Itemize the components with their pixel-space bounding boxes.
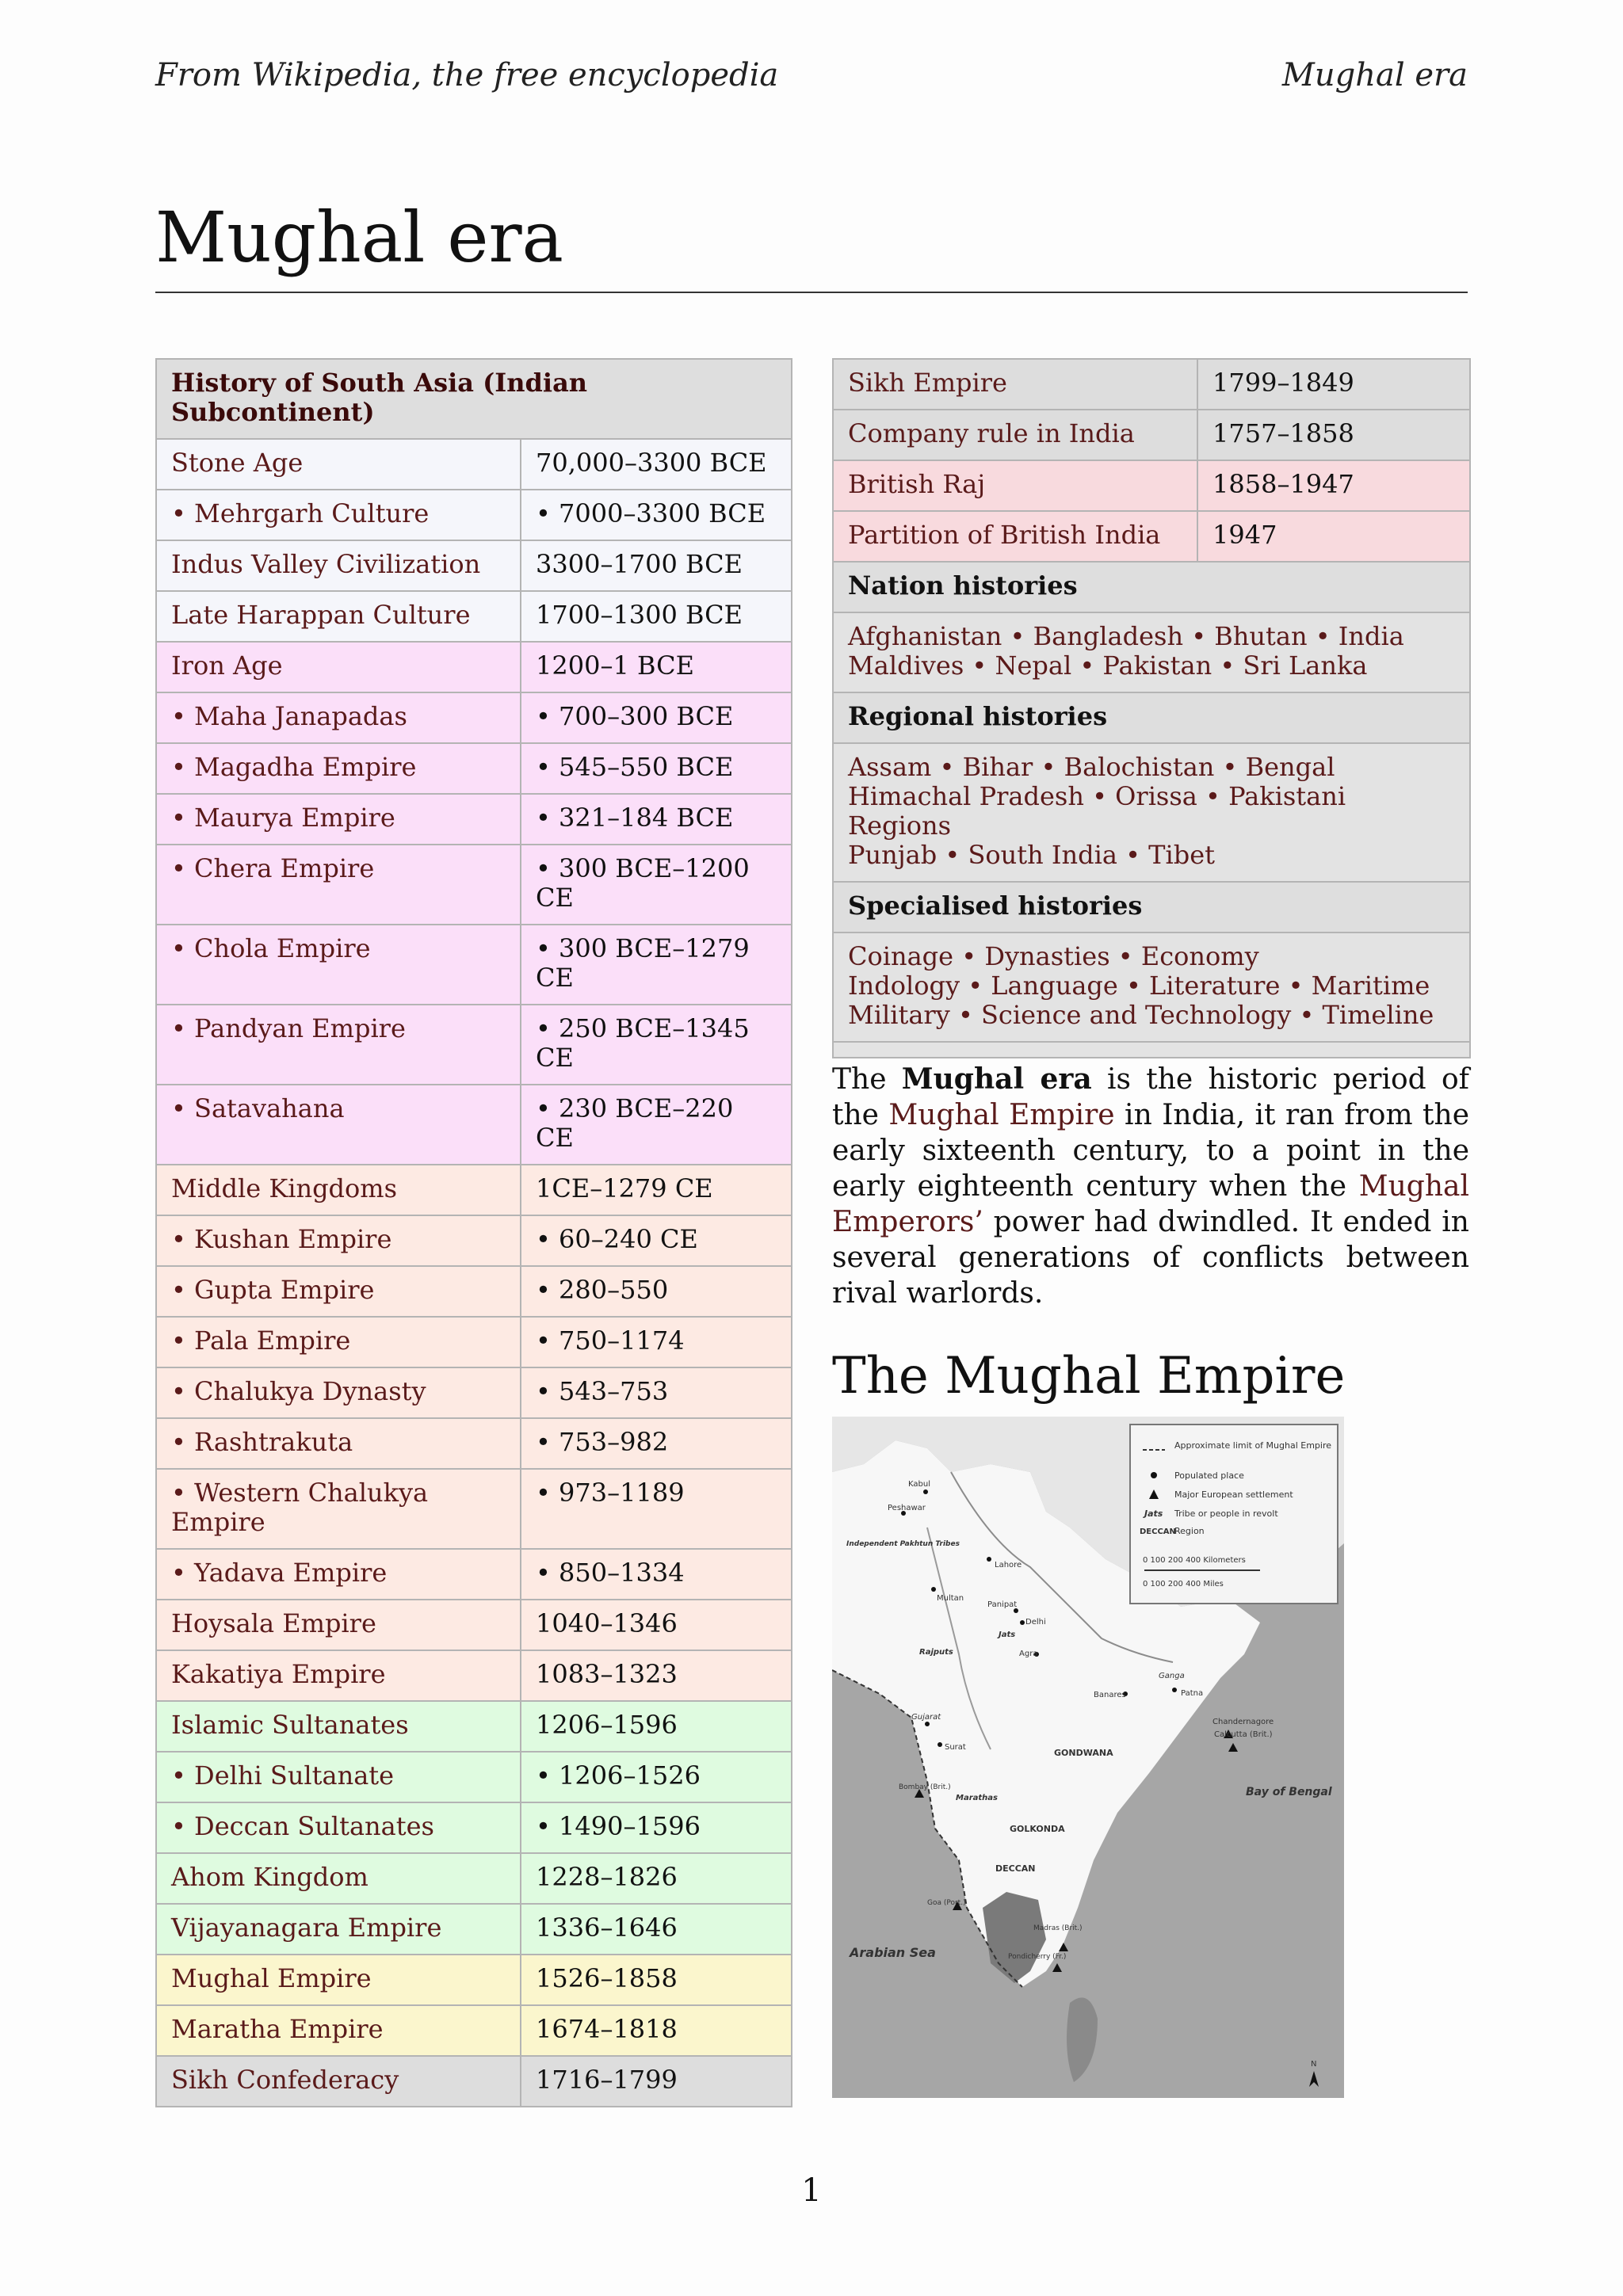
- history-row-company-rule-in-india: [833, 410, 1470, 460]
- place-label: Lahore: [995, 1561, 1022, 1569]
- history-period-dates: • 1490–1596: [521, 1802, 792, 1853]
- history-period-dates: • 700–300 BCE: [521, 692, 792, 743]
- history-row-kakatiya-empire: [156, 1650, 792, 1701]
- history-row-hoysala-empire: [156, 1600, 792, 1650]
- history-period-dates: 1757–1858: [1197, 410, 1470, 460]
- title-divider: [155, 292, 1468, 293]
- place-label: Goa (Port.): [927, 1899, 966, 1907]
- history-row-gupta-empire: [156, 1266, 792, 1317]
- history-period-dates: • 543–753: [521, 1367, 792, 1418]
- running-header-source: From Wikipedia, the free encyclopedia: [155, 57, 779, 93]
- legend-km-scale: 0 100 200 400 Kilometers: [1143, 1556, 1246, 1565]
- history-period-dates: 1200–1 BCE: [521, 642, 792, 692]
- history-row-middle-kingdoms: [156, 1165, 792, 1215]
- history-period-link[interactable]: Late Harappan Culture: [156, 591, 521, 642]
- history-row-vijayanagara-empire: [156, 1904, 792, 1955]
- regional-histories-line[interactable]: Himachal Pradesh • Orissa • Pakistani Regions: [848, 781, 1346, 841]
- regional-histories-line[interactable]: Punjab • South India • Tibet: [848, 840, 1216, 870]
- history-period-dates: 1206–1596: [521, 1701, 792, 1752]
- history-period-dates: • 60–240 CE: [521, 1215, 792, 1266]
- legend-populated-label: Populated place: [1174, 1470, 1244, 1481]
- history-period-link[interactable]: Kakatiya Empire: [156, 1650, 521, 1701]
- history-row-pala-empire: [156, 1317, 792, 1367]
- regional-histories-row: [833, 743, 1470, 882]
- history-period-dates: • 7000–3300 BCE: [521, 490, 792, 540]
- history-row-maurya-empire: [156, 794, 792, 845]
- specialised-histories-heading: Specialised histories: [833, 882, 1470, 933]
- history-period-dates: 1947: [1197, 511, 1470, 562]
- place-label: Gujarat: [911, 1713, 941, 1722]
- history-row-mehrgarh-culture: [156, 490, 792, 540]
- history-period-link[interactable]: Sikh Confederacy: [156, 2056, 521, 2107]
- history-row-iron-age: [156, 642, 792, 692]
- history-period-link[interactable]: Company rule in India: [833, 410, 1197, 460]
- history-period-dates: • 545–550 BCE: [521, 743, 792, 794]
- history-row-british-raj: [833, 460, 1470, 511]
- history-period-link[interactable]: Mughal Empire: [156, 1955, 521, 2005]
- intro-text: The: [832, 1063, 902, 1096]
- history-period-link[interactable]: Maratha Empire: [156, 2005, 521, 2056]
- intro-text: in India, it ran from the early sixteenth century, to a point in the early eighteenth century when the: [832, 1099, 1470, 1203]
- history-period-dates: • 230 BCE–220 CE: [521, 1085, 792, 1165]
- legend-region-sample: DECCAN: [1140, 1527, 1176, 1536]
- place-label: Jats: [999, 1630, 1016, 1639]
- history-period-dates: • 300 BCE–1200 CE: [521, 845, 792, 925]
- history-period-link[interactable]: Indus Valley Civilization: [156, 540, 521, 591]
- history-row-chera-empire: [156, 845, 792, 925]
- history-period-link[interactable]: • Maha Janapadas: [156, 692, 521, 743]
- north-arrow-label: N: [1311, 2060, 1317, 2069]
- history-period-dates: 1228–1826: [521, 1853, 792, 1904]
- history-row-maratha-empire: [156, 2005, 792, 2056]
- place-label: Patna: [1181, 1689, 1204, 1698]
- history-period-link[interactable]: • Maurya Empire: [156, 794, 521, 845]
- history-period-dates: 70,000–3300 BCE: [521, 439, 792, 490]
- history-row-stone-age: [156, 439, 792, 490]
- place-label: Peshawar: [888, 1504, 926, 1512]
- history-row-satavahana: [156, 1085, 792, 1165]
- legend-european-label: Major European settlement: [1174, 1489, 1293, 1500]
- regional-histories-links[interactable]: [833, 743, 1470, 882]
- history-row-magadha-empire: [156, 743, 792, 794]
- specialised-histories-links[interactable]: [833, 933, 1470, 1042]
- place-label: Rajputs: [919, 1648, 953, 1657]
- history-period-dates: • 250 BCE–1345 CE: [521, 1005, 792, 1085]
- history-period-link[interactable]: Ahom Kingdom: [156, 1853, 521, 1904]
- history-period-dates: 1716–1799: [521, 2056, 792, 2107]
- specialised-histories-heading-row: [833, 882, 1470, 933]
- history-row-indus-valley-civilization: [156, 540, 792, 591]
- intro-bold-term: Mughal era: [901, 1062, 1092, 1096]
- legend-region-label: Region: [1174, 1526, 1205, 1536]
- regional-histories-heading-row: [833, 692, 1470, 743]
- history-period-dates: 1083–1323: [521, 1650, 792, 1701]
- regional-histories-heading: Regional histories: [833, 692, 1470, 743]
- legend-mile-scale: 0 100 200 400 Miles: [1143, 1580, 1224, 1589]
- history-period-link[interactable]: Sikh Empire: [833, 359, 1197, 410]
- history-period-link[interactable]: • Satavahana: [156, 1085, 521, 1165]
- place-label: Kabul: [908, 1480, 930, 1489]
- history-period-dates: 1858–1947: [1197, 460, 1470, 511]
- place-label: Madras (Brit.): [1033, 1924, 1083, 1932]
- history-period-link[interactable]: Stone Age: [156, 439, 521, 490]
- history-row-deccan-sultanates: [156, 1802, 792, 1853]
- history-row-chola-empire: [156, 925, 792, 1005]
- place-label: Calcutta (Brit.): [1214, 1730, 1273, 1739]
- history-period-link[interactable]: • Western Chalukya Empire: [156, 1469, 521, 1549]
- history-period-link[interactable]: • Pandyan Empire: [156, 1005, 521, 1085]
- history-row-late-harappan-culture: [156, 591, 792, 642]
- history-period-link[interactable]: • Chalukya Dynasty: [156, 1367, 521, 1418]
- history-row-western-chalukya-empire: [156, 1469, 792, 1549]
- specialised-histories-line[interactable]: Military • Science and Technology • Timeline: [848, 1000, 1434, 1030]
- history-period-dates: • 300 BCE–1279 CE: [521, 925, 792, 1005]
- mughal-empire-map: [832, 1417, 1344, 2098]
- history-navbox: [155, 358, 792, 2107]
- history-period-dates: • 850–1334: [521, 1549, 792, 1600]
- history-period-link[interactable]: British Raj: [833, 460, 1197, 511]
- history-period-dates: • 321–184 BCE: [521, 794, 792, 845]
- navbox-footer-row: [833, 1042, 1470, 1058]
- history-period-link[interactable]: • Deccan Sultanates: [156, 1802, 521, 1853]
- place-label: Arabian Sea: [850, 1945, 936, 1960]
- history-row-sikh-empire: [833, 359, 1470, 410]
- place-label: Agra: [1019, 1650, 1038, 1658]
- place-label: Marathas: [956, 1794, 998, 1802]
- nation-histories-line[interactable]: Maldives • Nepal • Pakistan • Sri Lanka: [848, 650, 1368, 681]
- place-label: GONDWANA: [1054, 1748, 1113, 1758]
- history-period-dates: • 753–982: [521, 1418, 792, 1469]
- place-label: Banares: [1094, 1691, 1126, 1699]
- nation-histories-row: [833, 612, 1470, 692]
- nation-histories-heading: Nation histories: [833, 562, 1470, 612]
- navbox-heading: History of South Asia (Indian Subcontinent): [156, 359, 792, 439]
- place-label: DECCAN: [995, 1863, 1036, 1874]
- place-label: Bay of Bengal: [1246, 1786, 1332, 1798]
- history-period-link[interactable]: Iron Age: [156, 642, 521, 692]
- history-row-chalukya-dynasty: [156, 1367, 792, 1418]
- history-row-sikh-confederacy: [156, 2056, 792, 2107]
- navbox-heading-row: [156, 359, 792, 439]
- nation-histories-heading-row: [833, 562, 1470, 612]
- intro-text: is the historic period of the: [832, 1063, 1469, 1131]
- place-label: Independent Pakhtun Tribes: [846, 1540, 960, 1548]
- history-period-link[interactable]: Islamic Sultanates: [156, 1701, 521, 1752]
- history-period-link[interactable]: • Yadava Empire: [156, 1549, 521, 1600]
- place-label: GOLKONDA: [1010, 1824, 1065, 1834]
- specialised-histories-line[interactable]: Coinage • Dynasties • Economy: [848, 941, 1259, 971]
- page-title: Mughal era: [155, 196, 563, 278]
- page-number: 1: [801, 2172, 822, 2209]
- svg-text:Jats: Jats: [1144, 1508, 1163, 1519]
- running-header-title: Mughal era: [1281, 57, 1468, 93]
- history-period-dates: 1526–1858: [521, 1955, 792, 2005]
- history-period-link[interactable]: Partition of British India: [833, 511, 1197, 562]
- history-row-kushan-empire: [156, 1215, 792, 1266]
- place-label: Bombay (Brit.): [899, 1783, 951, 1791]
- history-period-dates: 3300–1700 BCE: [521, 540, 792, 591]
- history-row-partition-of-british-india: [833, 511, 1470, 562]
- specialised-histories-row: [833, 933, 1470, 1042]
- place-label: Chandernagore: [1212, 1718, 1274, 1726]
- history-row-maha-janapadas: [156, 692, 792, 743]
- place-label: Surat: [945, 1743, 966, 1752]
- history-period-link[interactable]: • Chola Empire: [156, 925, 521, 1005]
- history-row-mughal-empire: [156, 1955, 792, 2005]
- history-period-link[interactable]: • Magadha Empire: [156, 743, 521, 794]
- history-period-link[interactable]: • Chera Empire: [156, 845, 521, 925]
- history-period-link[interactable]: • Rashtrakuta: [156, 1418, 521, 1469]
- place-label: Multan: [937, 1594, 964, 1603]
- history-row-rashtrakuta: [156, 1418, 792, 1469]
- history-period-link[interactable]: Middle Kingdoms: [156, 1165, 521, 1215]
- history-period-dates: • 1206–1526: [521, 1752, 792, 1802]
- mughal-empire-link[interactable]: Mughal Empire: [888, 1099, 1115, 1131]
- legend-tribe-label: Tribe or people in revolt: [1174, 1508, 1278, 1519]
- specialised-histories-line[interactable]: Indology • Language • Literature • Maritime: [848, 971, 1430, 1001]
- history-row-delhi-sultanate: [156, 1752, 792, 1802]
- intro-text: power had dwindled. It ended in several generations of conflicts between rival warlords.: [832, 1206, 1469, 1310]
- history-period-dates: • 280–550: [521, 1266, 792, 1317]
- history-period-dates: 1799–1849: [1197, 359, 1470, 410]
- history-period-link[interactable]: Vijayanagara Empire: [156, 1904, 521, 1955]
- history-row-islamic-sultanates: [156, 1701, 792, 1752]
- place-label: Panipat: [987, 1600, 1018, 1609]
- history-period-dates: 1700–1300 BCE: [521, 591, 792, 642]
- place-label: Delhi: [1025, 1618, 1046, 1627]
- history-period-link[interactable]: Hoysala Empire: [156, 1600, 521, 1650]
- history-period-dates: 1336–1646: [521, 1904, 792, 1955]
- history-period-link[interactable]: • Mehrgarh Culture: [156, 490, 521, 540]
- history-period-dates: 1674–1818: [521, 2005, 792, 2056]
- section-heading: The Mughal Empire: [832, 1347, 1346, 1405]
- navbox-footer: [833, 1042, 1470, 1058]
- history-period-link[interactable]: • Gupta Empire: [156, 1266, 521, 1317]
- regional-histories-line[interactable]: Assam • Bihar • Balochistan • Bengal: [848, 752, 1335, 782]
- history-row-ahom-kingdom: [156, 1853, 792, 1904]
- mughal-emperors-link[interactable]: Mughal Emperors’: [832, 1170, 1469, 1238]
- history-period-dates: • 750–1174: [521, 1317, 792, 1367]
- history-period-link[interactable]: • Delhi Sultanate: [156, 1752, 521, 1802]
- history-row-pandyan-empire: [156, 1005, 792, 1085]
- intro-paragraph: [832, 1062, 1469, 1311]
- nation-histories-line[interactable]: Afghanistan • Bangladesh • Bhutan • India: [848, 621, 1404, 651]
- place-label: Pondicherry (Fr.): [1008, 1953, 1067, 1961]
- history-period-dates: 1CE–1279 CE: [521, 1165, 792, 1215]
- place-label: Ganga: [1159, 1672, 1185, 1680]
- history-period-link[interactable]: • Pala Empire: [156, 1317, 521, 1367]
- nation-histories-links[interactable]: [833, 612, 1470, 692]
- history-navbox-continued: [832, 358, 1471, 1058]
- history-period-link[interactable]: • Kushan Empire: [156, 1215, 521, 1266]
- history-period-dates: 1040–1346: [521, 1600, 792, 1650]
- history-period-dates: • 973–1189: [521, 1469, 792, 1549]
- legend-limit-label: Approximate limit of Mughal Empire: [1174, 1440, 1332, 1451]
- history-row-yadava-empire: [156, 1549, 792, 1600]
- map-legend: [1130, 1425, 1338, 1604]
